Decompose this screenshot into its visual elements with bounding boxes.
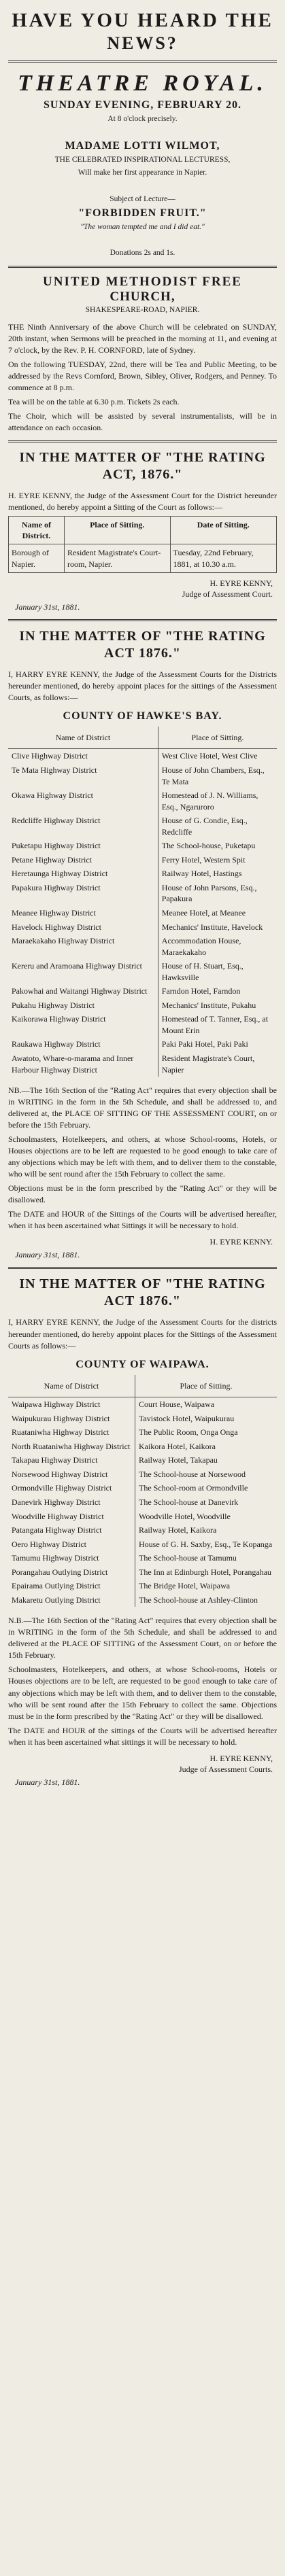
table-row [8, 853, 277, 867]
district-name-cell: Havelock Highway District [8, 920, 158, 935]
table-row [8, 1397, 277, 1412]
place-of-sitting-cell: The Inn at Edinburgh Hotel, Porangahau [138, 1567, 272, 1577]
place-of-sitting-cell: House of John Parsons, Esq., Papakura [161, 882, 257, 904]
table-cell: Borough of Napier. [9, 544, 65, 572]
donations: Donations 2s and 1s. [110, 249, 175, 258]
table-row [8, 1425, 277, 1440]
table-row [8, 1593, 277, 1607]
place-of-sitting-cell: Accommodation House, Maraekakaho [161, 936, 241, 957]
table-row [8, 749, 277, 763]
district-name-cell: Epairama Outlying District [8, 1579, 135, 1593]
church-paragraph-4: The Choir, which will be assisted by several instrumentalists, will be in attendance on each occasion. [8, 411, 277, 432]
notice-date: January 31st, 1881. [15, 1250, 80, 1260]
performer-desc-2: Will make her first appearance in Napier. [78, 169, 207, 177]
district-name-cell: Takapau Highway District [8, 1453, 135, 1467]
place-of-sitting-cell: The School-house at Danevirk [138, 1497, 239, 1507]
place-of-sitting-cell: Tavistock Hotel, Waipukurau [138, 1413, 235, 1423]
place-of-sitting-cell: The School-house at Norsewood [138, 1469, 246, 1479]
notice-title: IN THE MATTER OF "THE RATING ACT, 1876." [19, 449, 266, 482]
district-name-cell: Norsewood Highway District [8, 1467, 135, 1482]
table-row [8, 1495, 277, 1510]
district-name-cell: Waipawa Highway District [8, 1397, 135, 1412]
table-row [8, 1051, 277, 1077]
table-header: Place of Sitting. [64, 517, 170, 544]
table-row [8, 1412, 277, 1426]
lecture-quote: "The woman tempted me and I did eat." [80, 222, 205, 231]
district-name-cell: Okawa Highway District [8, 788, 158, 814]
nb-paragraph: Schoolmasters, Hotelkeepers, and others, at whose School-rooms, Hotels or Houses objections are to be left, are requested to be good enough to take care of any objections which may be left with them, and to deliver them to the constable, who will be sent round after the 15th February to collect the same. Objections must be in the form prescribed by the "Rating Act" or they will be disallowed. [8, 1665, 277, 1721]
nb-paragraph: The DATE and HOUR of the sittings of the Courts will be advertised hereafter when it has been ascertained what sittings it will be necessary to hold. [8, 1725, 277, 1747]
table-row [9, 544, 277, 572]
place-of-sitting-cell: Railway Hotel, Takapau [138, 1455, 218, 1465]
table-row [8, 867, 277, 881]
notice-body: H. EYRE KENNY, the Judge of the Assessment Court for the District hereunder mentioned, do hereby appoint a Sitting of the Court as follows:— [8, 490, 277, 512]
table-row [8, 920, 277, 935]
place-of-sitting-cell: Railway Hotel, Hastings [161, 869, 242, 879]
county-heading: COUNTY OF HAWKE'S BAY. [63, 710, 222, 722]
nb-paragraph: The DATE and HOUR of the Sittings of the Courts will be advertised hereafter, when it has been ascertained what Sittings it will be necessary to hold. [8, 1209, 277, 1231]
divider [8, 440, 277, 442]
place-of-sitting-cell: House of G. H. Saxby, Esq., Te Kopanga [138, 1539, 273, 1549]
district-name-cell: Clive Highway District [8, 749, 158, 763]
table-row [8, 814, 277, 839]
district-name-cell: Te Mata Highway District [8, 763, 158, 788]
notice-date: January 31st, 1881. [15, 602, 80, 612]
district-name-cell: Petane Highway District [8, 853, 158, 867]
notice-date: January 31st, 1881. [15, 1777, 80, 1787]
table-row [8, 1537, 277, 1552]
notice-body: I, HARRY EYRE KENNY, the Judge of the Assessment Courts for the districts hereunder mentioned, do hereby appoint places for the Sittings of the Assessment Courts as follows:— [8, 1317, 277, 1351]
table-row [8, 1037, 277, 1051]
table-row [8, 1440, 277, 1454]
place-of-sitting-cell: Meanee Hotel, at Meanee [161, 908, 246, 918]
place-of-sitting-cell: The School-house at Ashley-Clinton [138, 1595, 258, 1605]
district-name-cell: Kaikorawa Highway District [8, 1012, 158, 1037]
divider [8, 619, 277, 621]
event-date: SUNDAY EVENING, FEBRUARY 20. [43, 99, 242, 111]
table-header: Place of Sitting. [135, 1375, 277, 1397]
signature: H. EYRE KENNY, [209, 578, 273, 588]
rating-act-napier-notice [8, 449, 277, 612]
divider [8, 60, 277, 63]
church-address: SHAKESPEARE-ROAD, NAPIER. [85, 306, 200, 315]
church-paragraph-1: THE Ninth Anniversary of the above Church will be celebrated on SUNDAY, 20th instant, when Sermons will be preached in the morning at 11, and evening at 7 o'clock, by the Rev. P. H. CORNFORD, late of Sydney. [8, 321, 277, 355]
place-of-sitting-cell: The School-house at Tamumu [138, 1553, 237, 1563]
notice-title: IN THE MATTER OF "THE RATING ACT 1876." [19, 628, 266, 661]
table-row [8, 1012, 277, 1037]
place-of-sitting-cell: House of G. Condie, Esq., Redcliffe [161, 816, 248, 837]
place-of-sitting-cell: Mechanics' Institute, Havelock [161, 922, 263, 932]
district-name-cell: Oero Highway District [8, 1537, 135, 1552]
table-row [8, 934, 277, 959]
theatre-notice [8, 10, 277, 259]
table-row [8, 1481, 277, 1495]
performer-name: MADAME LOTTI WILMOT, [65, 139, 220, 152]
table-row [8, 1510, 277, 1524]
place-of-sitting-cell: Court House, Waipawa [138, 1399, 215, 1410]
table-row [8, 1523, 277, 1537]
district-name-cell: Maraekakaho Highway District [8, 934, 158, 959]
table-row [8, 959, 277, 984]
district-name-cell: Waipukurau Highway District [8, 1412, 135, 1426]
signature: H. EYRE KENNY, [209, 1753, 273, 1763]
church-notice [8, 275, 277, 434]
place-of-sitting-cell: Kaikora Hotel, Kaikora [138, 1441, 216, 1451]
district-name-cell: Tamumu Highway District [8, 1551, 135, 1565]
place-of-sitting-cell: West Clive Hotel, West Clive [161, 751, 258, 761]
table-header: Place of Sitting. [158, 727, 277, 749]
table-row [8, 881, 277, 906]
notice-title: IN THE MATTER OF "THE RATING ACT 1876." [19, 1276, 266, 1309]
place-of-sitting-cell: The School-house, Puketapu [161, 841, 256, 851]
place-of-sitting-cell: Paki Paki Hotel, Paki Paki [161, 1039, 248, 1049]
signature-role: Judge of Assessment Courts. [179, 1764, 273, 1774]
table-row [8, 906, 277, 920]
district-table [8, 727, 277, 1077]
district-name-cell: Makaretu Outlying District [8, 1593, 135, 1607]
district-name-cell: Pakowhai and Waitangi Highway District [8, 984, 158, 998]
place-of-sitting-cell: Railway Hotel, Kaikora [138, 1525, 217, 1535]
place-of-sitting-cell: Resident Magistrate's Court, Napier [161, 1054, 255, 1075]
table-row [8, 1467, 277, 1482]
signature-role: Judge of Assessment Court. [182, 589, 273, 599]
nb-paragraph: Schoolmasters, Hotelkeepers, and others, at whose School-rooms, Hotels, or Houses objections are to be left are requested to be good enough to take care of any objections which may be left with them, and to deliver them to the constable, who will be sent round after the 15th February to collect the same. [8, 1134, 277, 1179]
rating-act-hawkes-bay-notice [8, 628, 277, 1261]
place-of-sitting-cell: Farndon Hotel, Farndon [161, 986, 241, 996]
table-row [8, 839, 277, 853]
divider [8, 1267, 277, 1269]
church-paragraph-3: Tea will be on the table at 6.30 p.m. Tickets 2s each. [8, 396, 180, 406]
place-of-sitting-cell: Woodville Hotel, Woodville [138, 1511, 231, 1521]
table-cell: Tuesday, 22nd February, 1881, at 10.30 a.m. [170, 544, 276, 572]
event-time: At 8 o'clock precisely. [107, 115, 178, 123]
nb-paragraph: NB.—The 16th Section of the "Rating Act" requires that every objection shall be in WRITING in the form in the 5th Schedule, and shall be addressed to, and delivered at, the PLACE OF SITTING OF THE ASSESSMENT COURT, on or before the 15th February. [8, 1085, 277, 1130]
table-header: Date of Sitting. [170, 517, 276, 544]
place-of-sitting-cell: Homestead of T. Tanner, Esq., at Mount Erin [161, 1014, 269, 1035]
place-of-sitting-cell: The Bridge Hotel, Waipawa [138, 1581, 231, 1591]
table-row [8, 763, 277, 788]
place-of-sitting-cell: Mechanics' Institute, Pukahu [161, 1000, 256, 1010]
divider [8, 266, 277, 268]
sitting-table [8, 516, 277, 573]
place-of-sitting-cell: The Public Room, Onga Onga [138, 1427, 238, 1438]
signature: H. EYRE KENNY. [209, 1237, 273, 1247]
district-name-cell: Porangahau Outlying District [8, 1565, 135, 1580]
place-of-sitting-cell: House of H. Stuart, Esq., Hawksville [161, 961, 244, 982]
district-name-cell: Patangata Highway District [8, 1523, 135, 1537]
district-name-cell: North Ruataniwha Highway District [8, 1440, 135, 1454]
table-row [8, 788, 277, 814]
district-name-cell: Danevirk Highway District [8, 1495, 135, 1510]
district-name-cell: Redcliffe Highway District [8, 814, 158, 839]
place-of-sitting-cell: House of John Chambers, Esq., Te Mata [161, 765, 265, 786]
headline-line-1: HAVE YOU HEARD THE [12, 10, 273, 31]
church-title-2: CHURCH, [110, 290, 175, 304]
table-row [8, 984, 277, 998]
table-row [8, 1551, 277, 1565]
district-name-cell: Puketapu Highway District [8, 839, 158, 853]
rating-act-waipawa-notice [8, 1276, 277, 1787]
table-header: Name of District. [9, 517, 65, 544]
district-name-cell: Ruataniwha Highway District [8, 1425, 135, 1440]
table-header: Name of District [8, 727, 158, 749]
district-name-cell: Papakura Highway District [8, 881, 158, 906]
county-heading: COUNTY OF WAIPAWA. [76, 1358, 209, 1370]
lecture-subject-label: Subject of Lecture— [110, 195, 175, 204]
table-cell: Resident Magistrate's Court-room, Napier. [64, 544, 170, 572]
theatre-title: THEATRE ROYAL. [18, 71, 267, 96]
district-name-cell: Pukahu Highway District [8, 998, 158, 1013]
district-name-cell: Meanee Highway District [8, 906, 158, 920]
district-name-cell: Raukawa Highway District [8, 1037, 158, 1051]
table-row [8, 998, 277, 1013]
table-row [8, 1579, 277, 1593]
performer-desc: THE CELEBRATED INSPIRATIONAL LECTURESS, [54, 155, 231, 164]
table-row [8, 1453, 277, 1467]
place-of-sitting-cell: Homestead of J. N. Williams, Esq., Ngaruroro [161, 790, 258, 812]
notice-body: I, HARRY EYRE KENNY, the Judge of the Assessment Courts for the Districts hereunder mentioned, do hereby appoint places for the sittings of the Assessment Courts, as follows:— [8, 669, 277, 702]
headline-line-2: NEWS? [107, 33, 178, 53]
nb-paragraph: Objections must be in the form prescribed by the "Rating Act" or they will be disallowed. [8, 1183, 277, 1205]
table-row [8, 1565, 277, 1580]
district-name-cell: Kereru and Aramoana Highway District [8, 959, 158, 984]
lecture-title: "FORBIDDEN FRUIT." [78, 207, 207, 219]
place-of-sitting-cell: The School-room at Ormondville [138, 1483, 248, 1493]
district-table [8, 1375, 277, 1607]
nb-paragraph: N.B.—The 16th Section of the "Rating Act" requires that every objection shall be in WRITING in the form of the 5th Schedule, and shall be addressed to and delivered at the PLACE OF SITTING of the Assessment Court, on or before the 15th February. [8, 1616, 277, 1660]
table-header: Name of District [8, 1375, 135, 1397]
district-name-cell: Awatoto, Whare-o-marama and Inner Harbour Highway District [8, 1051, 158, 1077]
place-of-sitting-cell: Ferry Hotel, Western Spit [161, 854, 246, 865]
church-paragraph-2: On the following TUESDAY, 22nd, there will be Tea and Public Meeting, to be addressed by the Revs Cornford, Brown, Sibley, Oliver, Rodgers, and Penney. To commence at 8 p.m. [8, 359, 277, 392]
district-name-cell: Heretaunga Highway District [8, 867, 158, 881]
district-name-cell: Woodville Highway District [8, 1510, 135, 1524]
church-title: UNITED METHODIST FREE [43, 275, 242, 290]
district-name-cell: Ormondville Highway District [8, 1481, 135, 1495]
